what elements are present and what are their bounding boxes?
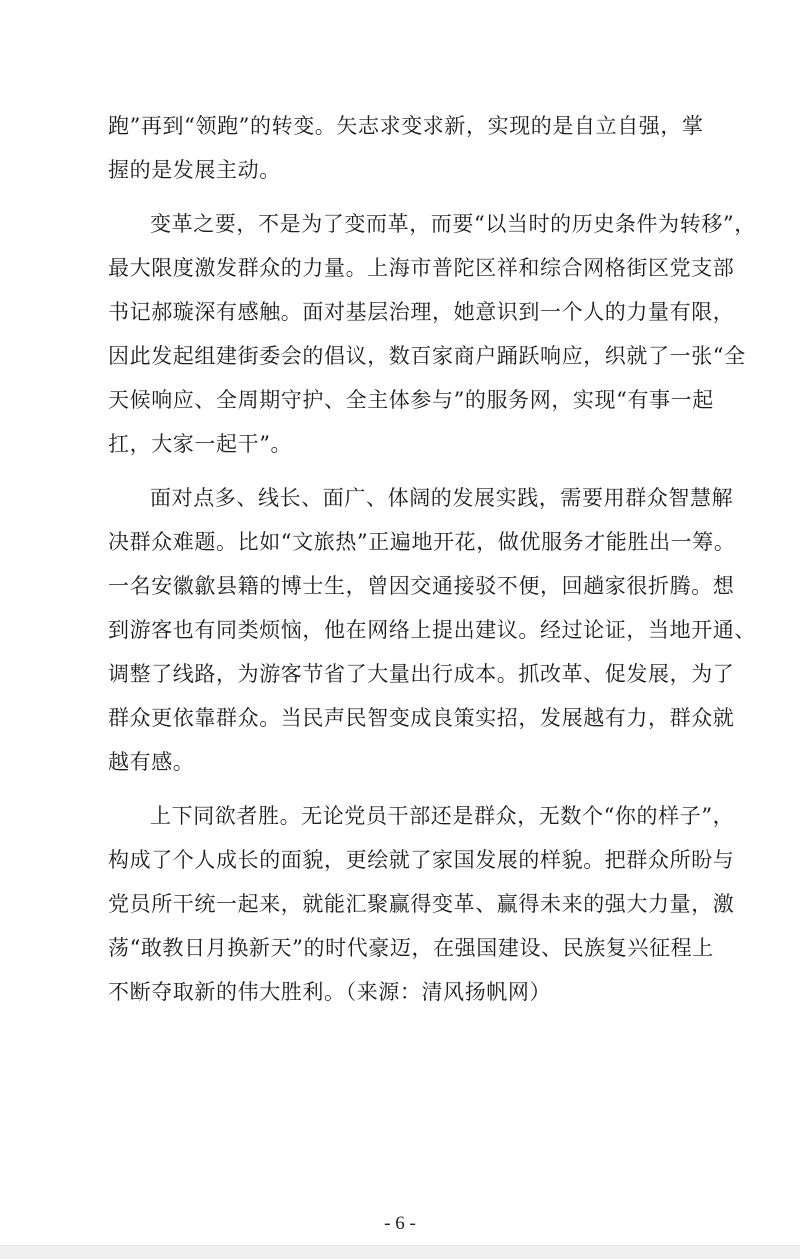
text-line: 书记郝璇深有感触。面对基层治理，她意识到一个人的力量有限， bbox=[108, 300, 735, 324]
text-line: 到游客也有同类烦恼，他在网络上提出建议。经过论证，当地开通、 bbox=[108, 618, 756, 642]
paragraph-gap bbox=[108, 784, 698, 794]
text-line: 决群众难题。比如“文旅热”正遍地开花，做优服务才能胜出一筹。 bbox=[108, 530, 736, 554]
viewer-bottom-edge bbox=[0, 1245, 800, 1259]
paragraph bbox=[108, 202, 756, 466]
text-line: 变革之要，不是为了变而革，而要“以当时的历史条件为转移”， bbox=[150, 212, 756, 236]
text-line: 党员所干统一起来，就能汇聚赢得变革、赢得未来的强大力量，激 bbox=[108, 892, 735, 916]
text-line: 不断夺取新的伟大胜利。（来源：清风扬帆网） bbox=[108, 980, 552, 1004]
text-line: 构成了个人成长的面貌，更绘就了家国发展的样貌。把群众所盼与 bbox=[108, 848, 735, 872]
text-line: 扛，大家一起干”。 bbox=[108, 432, 293, 456]
page-number: - 6 - bbox=[384, 1213, 416, 1234]
text-line: 越有感。 bbox=[108, 750, 195, 774]
text-line: 一名安徽歙县籍的博士生，曾因交通接驳不便，回趟家很折腾。想 bbox=[108, 574, 735, 598]
text-line: 最大限度激发群众的力量。上海市普陀区祥和综合网格街区党支部 bbox=[108, 256, 735, 280]
text-line: 握的是发展主动。 bbox=[108, 158, 281, 182]
text-line: 因此发起组建街委会的倡议，数百家商户踊跃响应，织就了一张“全 bbox=[108, 344, 746, 368]
paragraph bbox=[108, 476, 756, 784]
paragraph-gap bbox=[108, 192, 698, 202]
text-line: 跑”再到“领跑”的转变。矢志求变求新，实现的是自立自强，掌 bbox=[108, 114, 704, 138]
text-line: 面对点多、线长、面广、体阔的发展实践，需要用群众智慧解 bbox=[150, 486, 734, 510]
text-line: 上下同欲者胜。无论党员干部还是群众，无数个“你的样子”， bbox=[150, 804, 735, 828]
text-line: 荡“敢教日月换新天”的时代豪迈，在强国建设、民族复兴征程上 bbox=[108, 936, 714, 960]
paragraph bbox=[108, 104, 704, 192]
text-line: 群众更依靠群众。当民声民智变成良策实招，发展越有力，群众就 bbox=[108, 706, 735, 730]
text-line: 调整了线路，为游客节省了大量出行成本。抓改革、促发展，为了 bbox=[108, 662, 735, 686]
paragraph-gap bbox=[108, 466, 698, 476]
article-body bbox=[108, 104, 756, 1014]
text-line: 天候响应、全周期守护、全主体参与”的服务网，实现“有事一起 bbox=[108, 388, 714, 412]
paragraph bbox=[108, 794, 735, 1014]
